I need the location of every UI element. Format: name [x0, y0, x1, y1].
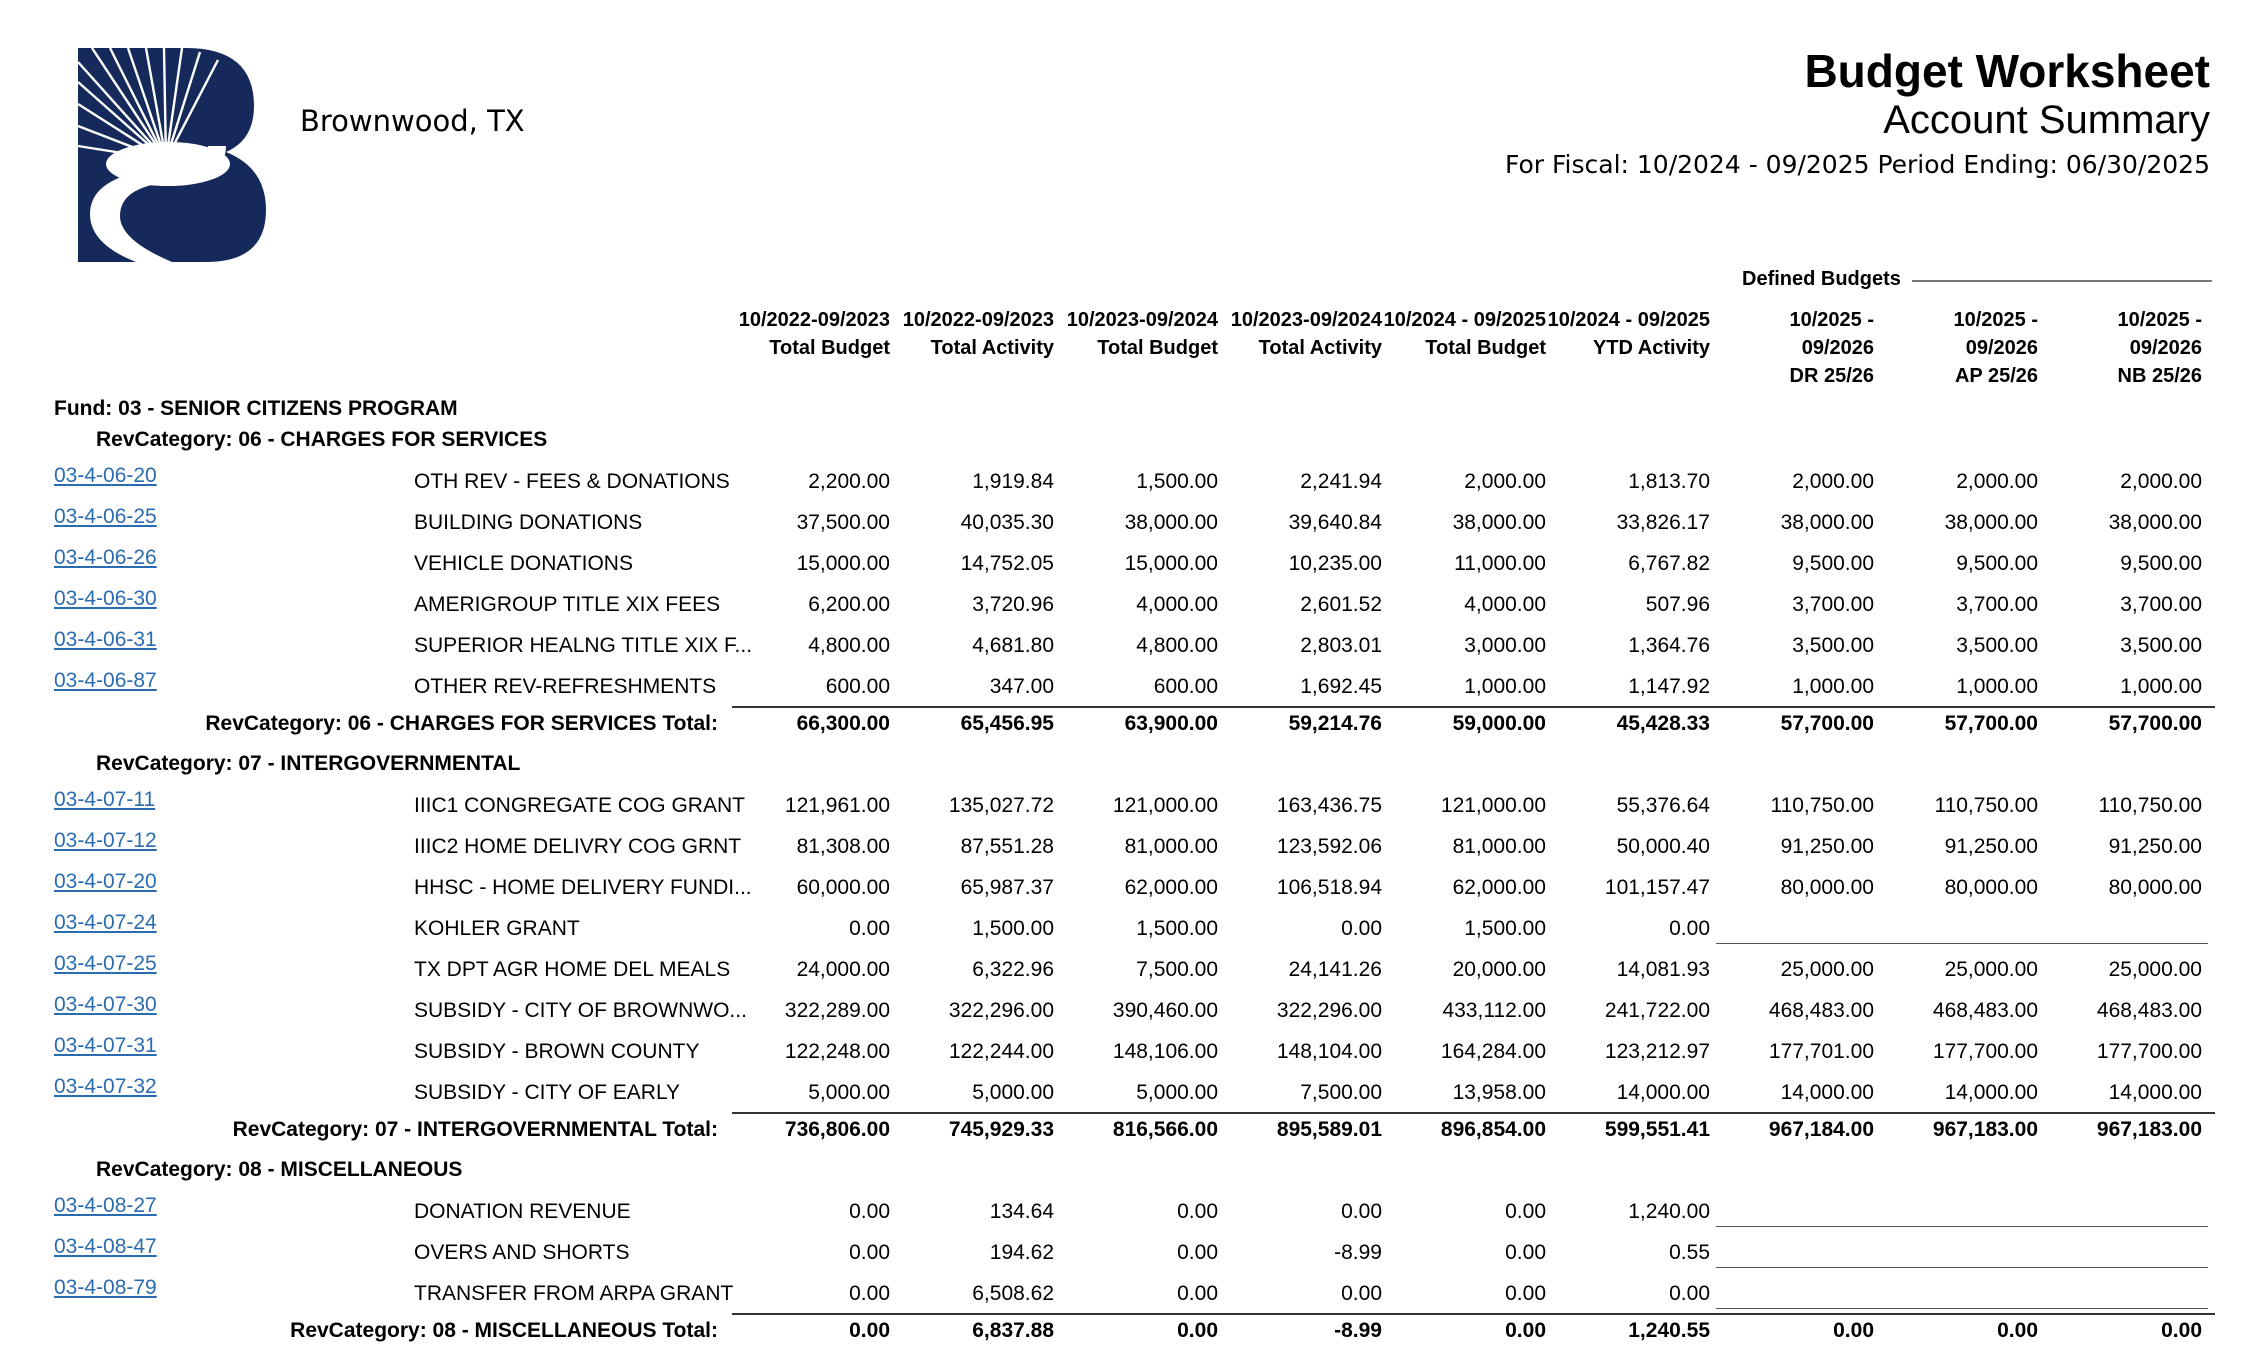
column-header-line — [1382, 362, 1546, 390]
total-amount-cell: 736,806.00 — [784, 1118, 890, 1141]
amount-cell: 122,248.00 — [784, 1040, 890, 1063]
amount-cell: 6,767.82 — [1628, 552, 1710, 575]
empty-amount-line — [2044, 1226, 2208, 1227]
empty-amount-line — [1716, 943, 1880, 944]
amount-cell: 1,813.70 — [1628, 470, 1710, 493]
account-description: HHSC - HOME DELIVERY FUNDI... — [414, 876, 752, 899]
total-amount-cell: 59,000.00 — [1452, 712, 1546, 735]
account-description: TRANSFER FROM ARPA GRANT — [414, 1282, 734, 1305]
column-header — [1874, 306, 2038, 390]
total-amount-cell: 599,551.41 — [1604, 1118, 1710, 1141]
amount-cell: 3,720.96 — [972, 593, 1054, 616]
amount-cell: 3,700.00 — [1792, 593, 1874, 616]
amount-cell: 390,460.00 — [1112, 999, 1218, 1022]
amount-cell: 11,000.00 — [1454, 552, 1546, 575]
account-link[interactable]: 03-4-08-27 — [54, 1194, 157, 1217]
amount-cell: 121,000.00 — [1440, 794, 1546, 817]
amount-cell: 2,200.00 — [808, 470, 890, 493]
column-header-line: DR 25/26 — [1789, 365, 1874, 387]
account-description: BUILDING DONATIONS — [414, 511, 643, 534]
amount-cell: 110,750.00 — [2098, 794, 2202, 817]
empty-amount-line — [2044, 1267, 2208, 1268]
amount-cell: 65,987.37 — [960, 876, 1054, 899]
amount-cell: 163,436.75 — [1276, 794, 1382, 817]
amount-cell: 121,961.00 — [784, 794, 890, 817]
total-amount-cell: 0.00 — [1833, 1319, 1874, 1342]
category-total-label: RevCategory: 07 - INTERGOVERNMENTAL Total: — [232, 1118, 718, 1141]
amount-cell: 14,000.00 — [1944, 1081, 2038, 1104]
empty-amount-line — [1716, 1308, 1880, 1309]
amount-cell: 60,000.00 — [796, 876, 890, 899]
amount-cell: 123,212.97 — [1604, 1040, 1710, 1063]
table-row — [0, 872, 2250, 908]
table-row — [0, 913, 2250, 949]
amount-cell: 1,000.00 — [1792, 675, 1874, 698]
account-link[interactable]: 03-4-07-11 — [54, 788, 156, 811]
amount-cell: 6,200.00 — [808, 593, 890, 616]
account-description: TX DPT AGR HOME DEL MEALS — [414, 958, 731, 981]
amount-cell: 241,722.00 — [1604, 999, 1710, 1022]
amount-cell: 106,518.94 — [1276, 876, 1382, 899]
account-description: IIIC2 HOME DELIVRY COG GRNT — [414, 835, 742, 858]
column-header-line: 09/2026 — [2129, 337, 2202, 359]
column-header — [726, 306, 890, 390]
column-header-line: 09/2026 — [1801, 337, 1874, 359]
empty-amount-line — [1716, 1226, 1880, 1227]
table-row — [0, 1237, 2250, 1273]
total-amount-cell: 45,428.33 — [1616, 712, 1710, 735]
account-link[interactable]: 03-4-06-30 — [54, 587, 157, 610]
amount-cell: 0.00 — [849, 1241, 890, 1264]
total-amount-cell: 57,700.00 — [1944, 712, 2038, 735]
amount-cell: 3,500.00 — [1792, 634, 1874, 657]
amount-cell: 1,500.00 — [1136, 917, 1218, 940]
amount-cell: 3,500.00 — [1956, 634, 2038, 657]
amount-cell: 1,000.00 — [2120, 675, 2202, 698]
empty-amount-line — [1716, 1267, 1880, 1268]
column-header — [1218, 306, 1382, 390]
amount-cell: 91,250.00 — [2108, 835, 2202, 858]
amount-cell: 14,000.00 — [1780, 1081, 1874, 1104]
amount-cell: 2,241.94 — [1300, 470, 1382, 493]
total-amount-cell: 0.00 — [849, 1319, 890, 1342]
amount-cell: 1,500.00 — [1136, 470, 1218, 493]
table-row — [0, 995, 2250, 1031]
amount-cell: 4,000.00 — [1464, 593, 1546, 616]
column-header-line: NB 25/26 — [2117, 365, 2202, 387]
column-header-line — [890, 362, 1054, 390]
amount-cell: 110,750.00 — [1770, 794, 1874, 817]
amount-cell: 7,500.00 — [1300, 1081, 1382, 1104]
amount-cell: 10,235.00 — [1288, 552, 1382, 575]
amount-cell: 38,000.00 — [2108, 511, 2202, 534]
amount-cell: 0.00 — [1341, 917, 1382, 940]
column-header-line: 10/2025 - — [1789, 309, 1874, 331]
empty-amount-line — [1880, 1267, 2044, 1268]
account-link[interactable]: 03-4-06-20 — [54, 464, 157, 487]
column-header-line: Total Activity — [1258, 337, 1382, 359]
column-header-line: 10/2025 - — [1953, 309, 2038, 331]
amount-cell: 9,500.00 — [1956, 552, 2038, 575]
table-row — [0, 589, 2250, 625]
amount-cell: 177,700.00 — [2096, 1040, 2202, 1063]
amount-cell: 110,750.00 — [1934, 794, 2038, 817]
amount-cell: 2,000.00 — [1792, 470, 1874, 493]
amount-cell: 1,000.00 — [1956, 675, 2038, 698]
amount-cell: 0.00 — [1669, 1282, 1710, 1305]
account-link[interactable]: 03-4-07-31 — [54, 1034, 157, 1057]
table-row — [0, 671, 2250, 707]
amount-cell: 4,800.00 — [1136, 634, 1218, 657]
amount-cell: 0.00 — [1505, 1200, 1546, 1223]
amount-cell: 87,551.28 — [960, 835, 1054, 858]
table-row — [0, 1196, 2250, 1232]
amount-cell: 4,800.00 — [808, 634, 890, 657]
total-amount-cell: 63,900.00 — [1124, 712, 1218, 735]
amount-cell: 322,296.00 — [948, 999, 1054, 1022]
table-row — [0, 1036, 2250, 1072]
report-title: Budget Worksheet — [1804, 45, 2210, 97]
amount-cell: 24,000.00 — [796, 958, 890, 981]
empty-amount-line — [2044, 943, 2208, 944]
amount-cell: 14,081.93 — [1616, 958, 1710, 981]
amount-cell: 0.00 — [849, 1200, 890, 1223]
total-amount-cell: 65,456.95 — [960, 712, 1054, 735]
table-row — [0, 790, 2250, 826]
column-header-line: 10/2023-09/2024 — [1230, 309, 1382, 331]
column-header-line — [726, 362, 890, 390]
column-header-line: 10/2024 - 09/2025 — [1383, 309, 1546, 331]
account-description: AMERIGROUP TITLE XIX FEES — [414, 593, 721, 616]
report-subtitle: Account Summary — [1883, 98, 2210, 142]
total-amount-cell: 0.00 — [1505, 1319, 1546, 1342]
amount-cell: 25,000.00 — [2108, 958, 2202, 981]
amount-cell: 1,000.00 — [1464, 675, 1546, 698]
account-description: OTHER REV-REFRESHMENTS — [414, 675, 717, 698]
amount-cell: 62,000.00 — [1124, 876, 1218, 899]
total-amount-cell: 0.00 — [2161, 1319, 2202, 1342]
amount-cell: 177,700.00 — [1932, 1040, 2038, 1063]
amount-cell: 148,106.00 — [1112, 1040, 1218, 1063]
amount-cell: 177,701.00 — [1768, 1040, 1874, 1063]
amount-cell: 38,000.00 — [1944, 511, 2038, 534]
column-header-line — [1218, 362, 1382, 390]
category-heading: RevCategory: 08 - MISCELLANEOUS — [96, 1158, 463, 1181]
column-header — [1382, 306, 1546, 390]
brownwood-logo — [76, 48, 266, 262]
column-header-line: 10/2022-09/2023 — [902, 309, 1054, 331]
amount-cell: 322,289.00 — [784, 999, 890, 1022]
total-amount-cell: 66,300.00 — [796, 712, 890, 735]
category-total-row — [0, 1317, 2250, 1347]
amount-cell: 0.00 — [1341, 1282, 1382, 1305]
amount-cell: 80,000.00 — [1944, 876, 2038, 899]
amount-cell: 62,000.00 — [1452, 876, 1546, 899]
account-description: DONATION REVENUE — [414, 1200, 631, 1223]
city-name: Brownwood, TX — [300, 104, 525, 138]
table-row — [0, 507, 2250, 543]
amount-cell: 600.00 — [825, 675, 890, 698]
empty-amount-line — [1880, 1226, 2044, 1227]
column-header-line — [1546, 362, 1710, 390]
amount-cell: 0.00 — [1669, 917, 1710, 940]
amount-cell: 15,000.00 — [1124, 552, 1218, 575]
column-header-line: 10/2023-09/2024 — [1066, 309, 1218, 331]
total-rule — [732, 1313, 2215, 1315]
category-heading: RevCategory: 07 - INTERGOVERNMENTAL — [96, 752, 521, 775]
column-header-line: AP 25/26 — [1954, 365, 2038, 387]
amount-cell: 13,958.00 — [1452, 1081, 1546, 1104]
amount-cell: 468,483.00 — [1932, 999, 2038, 1022]
amount-cell: 5,000.00 — [808, 1081, 890, 1104]
amount-cell: 0.00 — [1177, 1241, 1218, 1264]
column-header — [1546, 306, 1710, 390]
amount-cell: 468,483.00 — [2096, 999, 2202, 1022]
amount-cell: 101,157.47 — [1604, 876, 1710, 899]
amount-cell: 80,000.00 — [2108, 876, 2202, 899]
amount-cell: 0.00 — [1177, 1282, 1218, 1305]
account-link[interactable]: 03-4-06-87 — [54, 669, 157, 692]
amount-cell: 1,147.92 — [1628, 675, 1710, 698]
column-header — [890, 306, 1054, 390]
amount-cell: 0.00 — [1341, 1200, 1382, 1223]
amount-cell: 2,000.00 — [1464, 470, 1546, 493]
account-link[interactable]: 03-4-08-47 — [54, 1235, 157, 1258]
amount-cell: 0.00 — [1177, 1200, 1218, 1223]
account-link[interactable]: 03-4-07-25 — [54, 952, 157, 975]
amount-cell: 0.55 — [1669, 1241, 1710, 1264]
amount-cell: 81,000.00 — [1452, 835, 1546, 858]
table-row — [0, 1077, 2250, 1113]
amount-cell: 135,027.72 — [948, 794, 1054, 817]
amount-cell: 347.00 — [989, 675, 1054, 698]
account-link[interactable]: 03-4-06-31 — [54, 628, 157, 651]
amount-cell: 9,500.00 — [2120, 552, 2202, 575]
column-header-line: YTD Activity — [1592, 337, 1710, 359]
column-header — [1054, 306, 1218, 390]
amount-cell: 14,000.00 — [1616, 1081, 1710, 1104]
amount-cell: 20,000.00 — [1452, 958, 1546, 981]
amount-cell: 1,364.76 — [1628, 634, 1710, 657]
amount-cell: 6,508.62 — [972, 1282, 1054, 1305]
category-total-row — [0, 710, 2250, 740]
amount-cell: 1,919.84 — [972, 470, 1054, 493]
fund-heading: Fund: 03 - SENIOR CITIZENS PROGRAM — [54, 397, 458, 420]
account-description: IIIC1 CONGREGATE COG GRANT — [414, 794, 745, 817]
amount-cell: 2,601.52 — [1300, 593, 1382, 616]
account-description: SUPERIOR HEALNG TITLE XIX F... — [414, 634, 753, 657]
amount-cell: 25,000.00 — [1944, 958, 2038, 981]
amount-cell: 39,640.84 — [1288, 511, 1382, 534]
amount-cell: 40,035.30 — [960, 511, 1054, 534]
amount-cell: 9,500.00 — [1792, 552, 1874, 575]
empty-amount-line — [1880, 943, 2044, 944]
amount-cell: 433,112.00 — [1442, 999, 1546, 1022]
amount-cell: 134.64 — [989, 1200, 1054, 1223]
amount-cell: 468,483.00 — [1768, 999, 1874, 1022]
amount-cell: 148,104.00 — [1276, 1040, 1382, 1063]
account-link[interactable]: 03-4-06-26 — [54, 546, 157, 569]
total-amount-cell: 745,929.33 — [948, 1118, 1054, 1141]
amount-cell: 14,752.05 — [960, 552, 1054, 575]
amount-cell: 600.00 — [1153, 675, 1218, 698]
amount-cell: 80,000.00 — [1780, 876, 1874, 899]
amount-cell: 91,250.00 — [1944, 835, 2038, 858]
amount-cell: 3,700.00 — [2120, 593, 2202, 616]
account-description: OVERS AND SHORTS — [414, 1241, 630, 1264]
account-link[interactable]: 03-4-07-12 — [54, 829, 157, 852]
total-amount-cell: 967,183.00 — [1932, 1118, 2038, 1141]
amount-cell: 322,296.00 — [1276, 999, 1382, 1022]
account-link[interactable]: 03-4-07-32 — [54, 1075, 157, 1098]
total-amount-cell: 816,566.00 — [1112, 1118, 1218, 1141]
account-description: SUBSIDY - CITY OF EARLY — [414, 1081, 681, 1104]
total-amount-cell: 896,854.00 — [1440, 1118, 1546, 1141]
account-link[interactable]: 03-4-07-20 — [54, 870, 157, 893]
total-amount-cell: 6,837.88 — [972, 1319, 1054, 1342]
amount-cell: 81,308.00 — [796, 835, 890, 858]
total-amount-cell: 967,184.00 — [1768, 1118, 1874, 1141]
column-header — [2038, 306, 2202, 390]
amount-cell: 2,803.01 — [1300, 634, 1382, 657]
amount-cell: 1,692.45 — [1300, 675, 1382, 698]
table-row — [0, 1278, 2250, 1314]
amount-cell: 1,240.00 — [1628, 1200, 1710, 1223]
total-rule — [732, 706, 2215, 708]
amount-cell: 0.00 — [1505, 1282, 1546, 1305]
total-amount-cell: 895,589.01 — [1276, 1118, 1382, 1141]
account-link[interactable]: 03-4-07-30 — [54, 993, 157, 1016]
total-amount-cell: 967,183.00 — [2096, 1118, 2202, 1141]
amount-cell: 164,284.00 — [1440, 1040, 1546, 1063]
account-link[interactable]: 03-4-07-24 — [54, 911, 157, 934]
amount-cell: 3,000.00 — [1464, 634, 1546, 657]
amount-cell: 6,322.96 — [972, 958, 1054, 981]
amount-cell: -8.99 — [1334, 1241, 1382, 1264]
amount-cell: 194.62 — [989, 1241, 1054, 1264]
fiscal-period: For Fiscal: 10/2024 - 09/2025 Period Ending: 06/30/2025 — [1504, 150, 2210, 179]
column-header-line: 10/2025 - — [2117, 309, 2202, 331]
account-description: VEHICLE DONATIONS — [414, 552, 633, 575]
amount-cell: 38,000.00 — [1780, 511, 1874, 534]
defined-budgets-label: Defined Budgets — [1742, 268, 1901, 290]
amount-cell: 7,500.00 — [1136, 958, 1218, 981]
account-link[interactable]: 03-4-06-25 — [54, 505, 157, 528]
account-description: SUBSIDY - BROWN COUNTY — [414, 1040, 700, 1063]
amount-cell: 0.00 — [849, 1282, 890, 1305]
amount-cell: 0.00 — [1505, 1241, 1546, 1264]
total-amount-cell: -8.99 — [1334, 1319, 1382, 1342]
defined-budgets-divider — [1912, 280, 2212, 282]
total-rule — [732, 1112, 2215, 1114]
category-total-label: RevCategory: 08 - MISCELLANEOUS Total: — [290, 1319, 718, 1342]
amount-cell: 24,141.26 — [1288, 958, 1382, 981]
amount-cell: 4,000.00 — [1136, 593, 1218, 616]
total-amount-cell: 0.00 — [1997, 1319, 2038, 1342]
column-header-line — [1054, 362, 1218, 390]
table-row — [0, 831, 2250, 867]
column-header-line: Total Budget — [1097, 337, 1218, 359]
amount-cell: 0.00 — [849, 917, 890, 940]
amount-cell: 15,000.00 — [796, 552, 890, 575]
account-link[interactable]: 03-4-08-79 — [54, 1276, 157, 1299]
account-description: OTH REV - FEES & DONATIONS — [414, 470, 730, 493]
amount-cell: 14,000.00 — [2108, 1081, 2202, 1104]
amount-cell: 121,000.00 — [1112, 794, 1218, 817]
amount-cell: 3,500.00 — [2120, 634, 2202, 657]
empty-amount-line — [2044, 1308, 2208, 1309]
empty-amount-line — [1880, 1308, 2044, 1309]
total-amount-cell: 0.00 — [1177, 1319, 1218, 1342]
amount-cell: 5,000.00 — [1136, 1081, 1218, 1104]
amount-cell: 38,000.00 — [1452, 511, 1546, 534]
amount-cell: 33,826.17 — [1616, 511, 1710, 534]
amount-cell: 2,000.00 — [2120, 470, 2202, 493]
table-row — [0, 630, 2250, 666]
amount-cell: 123,592.06 — [1276, 835, 1382, 858]
amount-cell: 91,250.00 — [1780, 835, 1874, 858]
amount-cell: 38,000.00 — [1124, 511, 1218, 534]
amount-cell: 3,700.00 — [1956, 593, 2038, 616]
column-header-line: 10/2022-09/2023 — [738, 309, 890, 331]
total-amount-cell: 1,240.55 — [1628, 1319, 1710, 1342]
account-description: SUBSIDY - CITY OF BROWNWO... — [414, 999, 747, 1022]
column-header-line: 09/2026 — [1965, 337, 2038, 359]
amount-cell: 37,500.00 — [796, 511, 890, 534]
amount-cell: 507.96 — [1645, 593, 1710, 616]
amount-cell: 122,244.00 — [948, 1040, 1054, 1063]
column-header-line: Total Budget — [1425, 337, 1546, 359]
column-header-line: Total Activity — [930, 337, 1054, 359]
amount-cell: 50,000.40 — [1616, 835, 1710, 858]
column-header — [1710, 306, 1874, 390]
category-heading: RevCategory: 06 - CHARGES FOR SERVICES — [96, 428, 548, 451]
table-row — [0, 466, 2250, 502]
column-header-line: 10/2024 - 09/2025 — [1547, 309, 1710, 331]
amount-cell: 2,000.00 — [1956, 470, 2038, 493]
account-description: KOHLER GRANT — [414, 917, 580, 940]
category-total-label: RevCategory: 06 - CHARGES FOR SERVICES Total: — [205, 712, 718, 735]
total-amount-cell: 59,214.76 — [1288, 712, 1382, 735]
table-row — [0, 548, 2250, 584]
amount-cell: 81,000.00 — [1124, 835, 1218, 858]
amount-cell: 1,500.00 — [972, 917, 1054, 940]
column-header-line: Total Budget — [769, 337, 890, 359]
amount-cell: 4,681.80 — [972, 634, 1054, 657]
total-amount-cell: 57,700.00 — [2108, 712, 2202, 735]
category-total-row — [0, 1116, 2250, 1146]
amount-cell: 55,376.64 — [1616, 794, 1710, 817]
amount-cell: 5,000.00 — [972, 1081, 1054, 1104]
table-row — [0, 954, 2250, 990]
total-amount-cell: 57,700.00 — [1780, 712, 1874, 735]
amount-cell: 25,000.00 — [1780, 958, 1874, 981]
amount-cell: 1,500.00 — [1464, 917, 1546, 940]
